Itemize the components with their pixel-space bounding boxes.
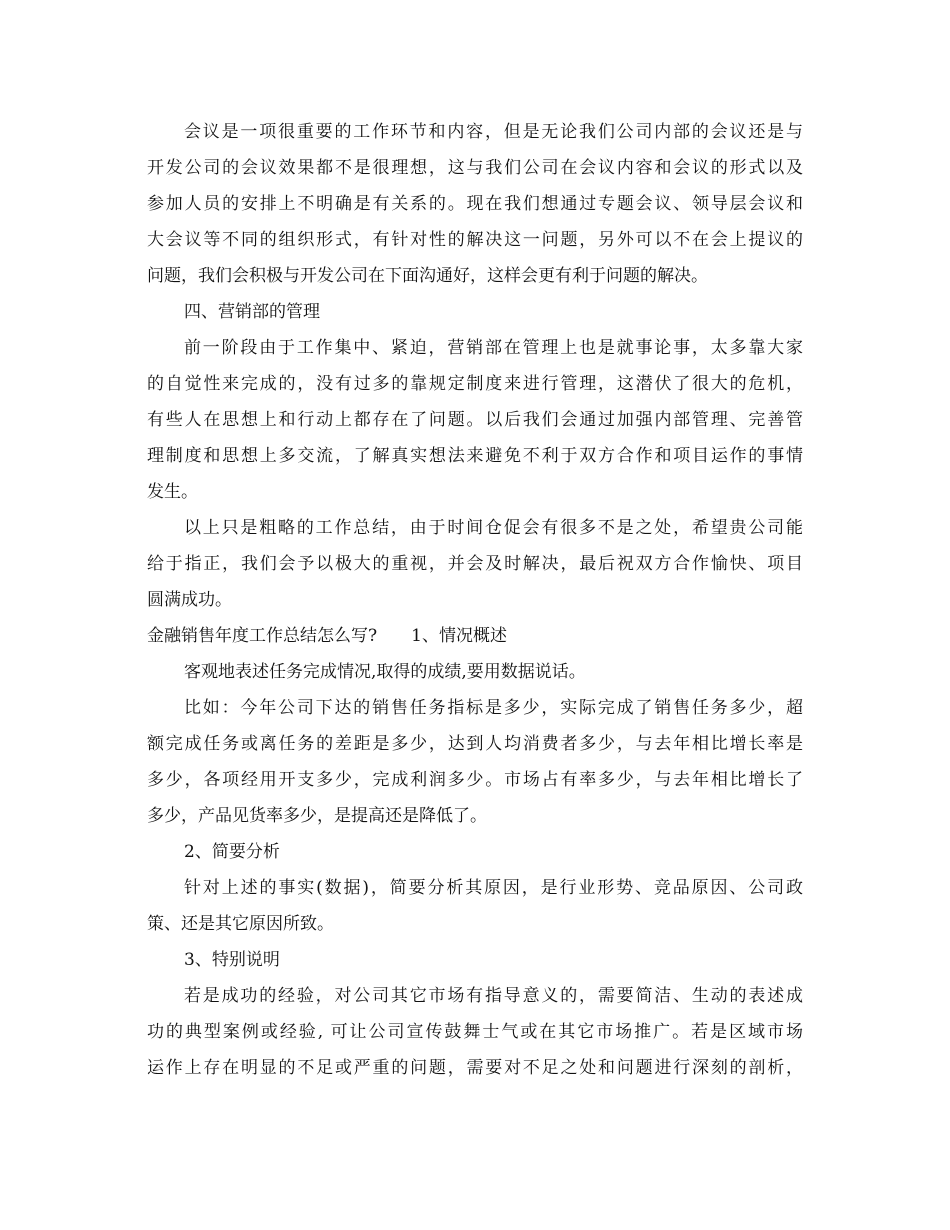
example-line: 多少，各项经用开支多少，完成利润多少。市场占有率多少，与去年相比增长了 — [147, 770, 803, 790]
example-line: 比如：今年公司下达的销售任务指标是多少，实际完成了销售任务多少，超 — [184, 698, 803, 718]
section-title: 金融销售年度工作总结怎么写? — [147, 626, 378, 646]
marketing-paragraph-line: 有些人在思想上和行动上都存在了问题。以后我们会通过加强内部管理、完善管 — [147, 410, 803, 430]
marketing-paragraph-line: 的自觉性来完成的，没有过多的靠规定制度来进行管理，这潜伏了很大的危机， — [147, 374, 803, 394]
meeting-paragraph-line: 会议是一项很重要的工作环节和内容，但是无论我们公司内部的会议还是与 — [184, 122, 803, 142]
marketing-heading: 四、营销部的管理 — [184, 302, 320, 322]
closing-paragraph-line: 圆满成功。 — [147, 590, 232, 610]
special-heading: 3、特别说明 — [184, 950, 280, 970]
section-title-line — [147, 618, 803, 654]
analysis-heading: 2、简要分析 — [184, 842, 280, 862]
analysis-line: 策、还是其它原因所致。 — [147, 914, 334, 934]
meeting-paragraph-line: 开发公司的会议效果都不是很理想，这与我们公司在会议内容和会议的形式以及 — [147, 158, 803, 178]
special-line: 运作上存在明显的不足或严重的问题，需要对不足之处和问题进行深刻的剖析， — [147, 1058, 803, 1078]
closing-paragraph-line: 给于指正，我们会予以极大的重视，并会及时解决，最后祝双方合作愉快、项目 — [147, 554, 803, 574]
marketing-paragraph-line: 前一阶段由于工作集中、紧迫，营销部在管理上也是就事论事，太多靠大家 — [184, 338, 803, 358]
meeting-paragraph-line: 参加人员的安排上不明确是有关系的。现在我们想通过专题会议、领导层会议和 — [147, 194, 803, 214]
special-line: 功的典型案例或经验, 可让公司宣传鼓舞士气或在其它市场推广。若是区域市场 — [147, 1022, 803, 1042]
example-line: 多少，产品见货率多少，是提高还是降低了。 — [147, 806, 487, 826]
analysis-line: 针对上述的事实(数据)，简要分析其原因，是行业形势、竞品原因、公司政 — [184, 878, 803, 898]
overview-line: 客观地表述任务完成情况,取得的成绩,要用数据说话。 — [184, 662, 586, 682]
meeting-paragraph-line: 问题，我们会积极与开发公司在下面沟通好，这样会更有利于问题的解决。 — [147, 266, 708, 286]
document-body — [147, 114, 803, 1086]
special-line: 若是成功的经验，对公司其它市场有指导意义的，需要简洁、生动的表述成 — [184, 986, 803, 1006]
marketing-paragraph-line: 发生。 — [147, 482, 198, 502]
meeting-paragraph-line: 大会议等不同的组织形式，有针对性的解决这一问题，另外可以不在会上提议的 — [147, 230, 803, 250]
closing-paragraph-line: 以上只是粗略的工作总结，由于时间仓促会有很多不是之处，希望贵公司能 — [184, 518, 803, 538]
marketing-paragraph-line: 理制度和思想上多交流，了解真实想法来避免不利于双方合作和项目运作的事情 — [147, 446, 803, 466]
section-first-heading: 1、情况概述 — [411, 626, 507, 646]
example-line: 额完成任务或离任务的差距是多少，达到人均消费者多少，与去年相比增长率是 — [147, 734, 803, 754]
